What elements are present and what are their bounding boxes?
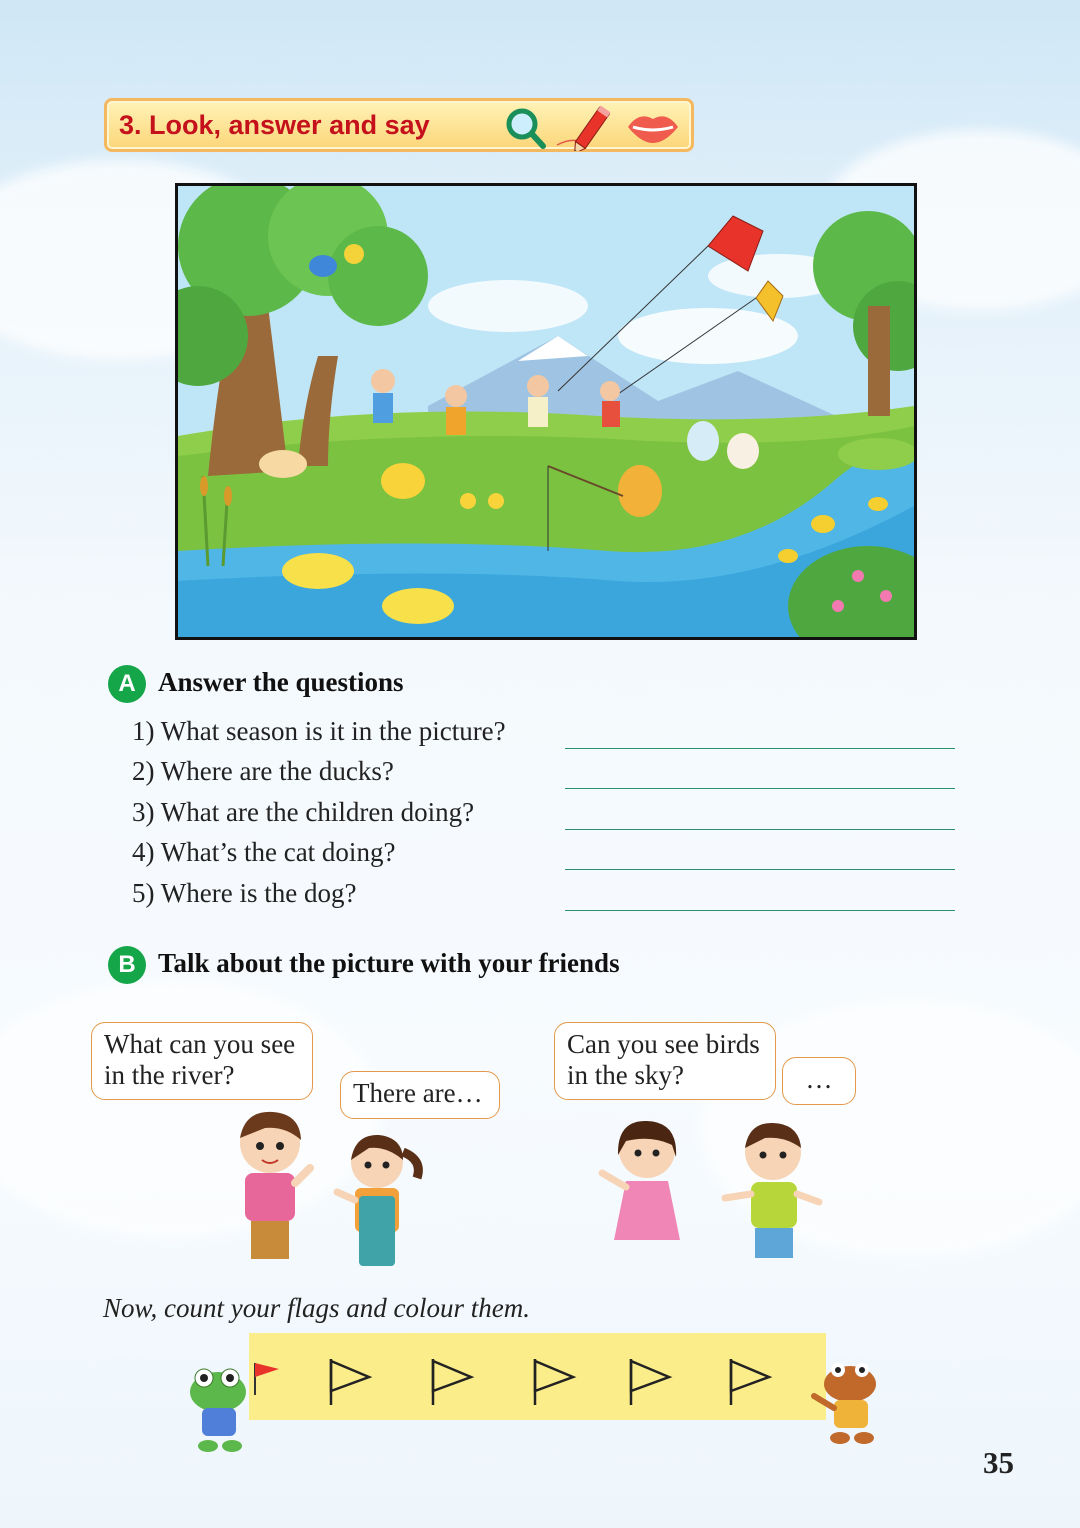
toad-mascot-icon (806, 1358, 886, 1450)
section-b-title: Talk about the picture with your friends (158, 948, 620, 978)
cloud-decoration (0, 980, 380, 1240)
boy-character (225, 1108, 320, 1268)
page-number: 35 (983, 1445, 1014, 1480)
speech-bubble: There are… (340, 1071, 500, 1119)
frog-mascot-icon (180, 1362, 260, 1457)
flag-icon[interactable] (331, 1359, 369, 1405)
magnifier-icon (503, 105, 549, 151)
pencil-icon (553, 101, 623, 151)
answer-line[interactable] (565, 829, 955, 830)
speech-bubble: … (782, 1057, 856, 1105)
section-b-badge: B (108, 946, 146, 984)
answer-line[interactable] (565, 748, 955, 749)
question-row (132, 878, 962, 918)
girl-character (325, 1130, 425, 1270)
speech-bubble: Can you see birds in the sky? (554, 1022, 776, 1100)
question-text: 4) What’s the cat doing? (132, 837, 396, 867)
dog-icon (259, 450, 307, 478)
section-a-badge: A (108, 665, 146, 703)
park-scene-picture (175, 183, 917, 640)
question-text: 3) What are the children doing? (132, 797, 475, 827)
flag-icon[interactable] (731, 1359, 769, 1405)
girl-character (592, 1115, 692, 1255)
question-text: 2) Where are the ducks? (132, 756, 394, 786)
question-row (132, 756, 962, 796)
question-row (132, 716, 962, 756)
speech-bubble: What can you see in the river? (91, 1022, 313, 1100)
question-row (132, 797, 962, 837)
flag-icon[interactable] (631, 1359, 669, 1405)
page-title: 3. Look, answer and say (119, 110, 430, 140)
lips-icon (625, 107, 681, 147)
answer-line[interactable] (565, 788, 955, 789)
question-text: 5) Where is the dog? (132, 878, 357, 908)
answer-line[interactable] (565, 910, 955, 911)
flags-row (249, 1333, 826, 1420)
flag-icon[interactable] (535, 1359, 573, 1405)
flag-icon[interactable] (433, 1359, 471, 1405)
answer-line[interactable] (565, 869, 955, 870)
section-banner (104, 98, 694, 152)
section-a-title: Answer the questions (158, 667, 404, 697)
instruction-text: Now, count your flags and colour them. (103, 1293, 530, 1323)
question-text: 1) What season is it in the picture? (132, 716, 506, 746)
boy-character (715, 1118, 825, 1263)
question-row (132, 837, 962, 877)
